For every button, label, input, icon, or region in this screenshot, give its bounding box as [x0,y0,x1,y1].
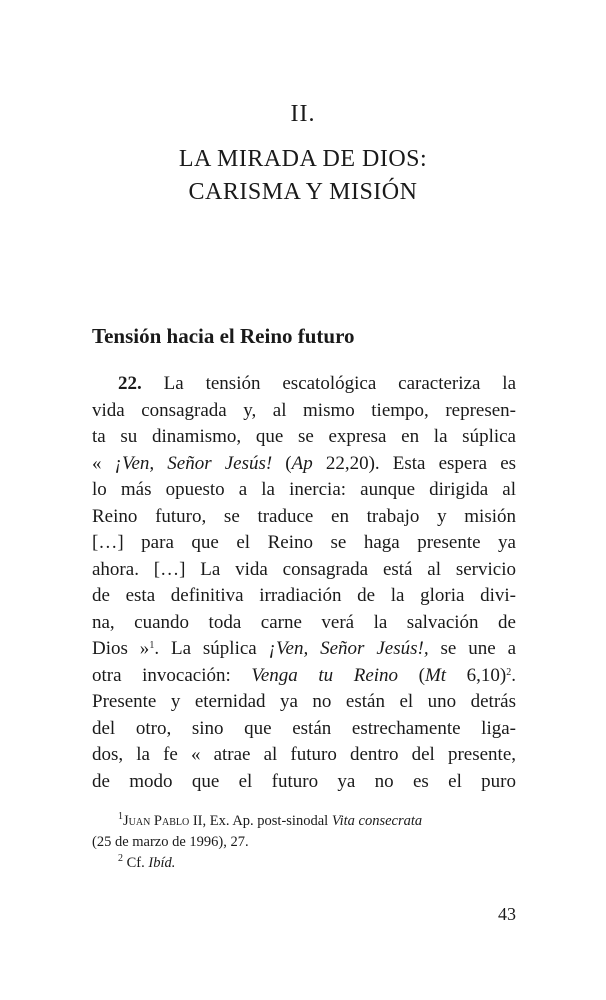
text-line: de modo que el futuro ya no es el puro [92,770,516,792]
chapter-title [0,143,606,209]
text-line [92,663,516,690]
text-span: « [92,452,115,474]
footnote-number: 1 [118,811,123,822]
italic-span: Venga tu Reino [251,664,399,686]
text-span: La tensión escatológica caracteriza la [163,373,517,394]
footnote-text: Cf. [123,855,149,871]
italic-span: ¡Ven, Señor Jesús! [114,452,273,474]
text-span: . La súplica [154,638,269,659]
footnote-1 [92,811,522,832]
text-line: na, cuando toda carne verá la salvación de [92,611,516,633]
footnote-text: , Ex. Ap. post-sinodal [202,813,332,829]
footnote-title: Vita consecrata [331,813,423,829]
italic-span: Mt [424,664,447,686]
text-span: . [511,664,517,686]
text-line [92,371,516,398]
italic-span: Ap [291,452,313,474]
text-line: ahora. […] La vida consagrada está al servicio [92,558,516,580]
text-line: de esta definitiva irradiación de la gloria divi- [92,585,516,606]
footnote-1-continuation: (25 de marzo de 1996), 27. [92,834,249,850]
section-heading: Tensión hacia el Reino futuro [92,324,355,348]
text-span: Dios » [92,638,150,659]
footnote-ref: 2 [506,666,512,678]
body-paragraph [92,371,516,795]
text-span: ( [272,452,292,474]
text-line: vida consagrada y, al mismo tiempo, represen- [92,399,516,421]
text-line: del otro, sino que están estrechamente liga- [92,717,516,739]
text-span: ( [398,664,425,686]
text-line: dos, la fe « atrae al futuro dentro del presente, [92,744,516,765]
footnote-number: 2 [118,853,123,864]
text-line: Presente y eternidad ya no están el uno detrás [92,691,516,712]
text-line: lo más opuesto a la inercia: aunque dirigida al [92,479,516,500]
text-span: 6,10) [446,664,507,686]
text-line: […] para que el Reino se haga presente ya [92,532,516,553]
text-span: se une a [428,638,517,659]
text-span: otra invocación: [92,664,252,686]
footnote-ref: 1 [149,640,155,651]
text-line [92,636,516,663]
text-line: Reino futuro, se traduce en trabajo y misión [92,505,516,527]
footnotes [92,811,522,874]
chapter-title-line: LA MIRADA DE DIOS: [178,146,428,172]
footnote-author: Juan Pablo II [123,813,203,829]
footnote-reference: Ibíd. [148,855,176,871]
text-span: 22,20). Esta espera es [312,452,517,474]
text-line: ta su dinamismo, que se expresa en la súplica [92,426,516,447]
chapter-number: II. [290,101,316,127]
footnote-2 [92,853,522,874]
page-number: 43 [498,904,516,924]
paragraph-number: 22. [118,373,142,394]
chapter-title-line: CARISMA Y MISIÓN [188,179,418,205]
text-line [92,451,516,478]
italic-span: ¡Ven, Señor Jesús!, [268,638,429,659]
